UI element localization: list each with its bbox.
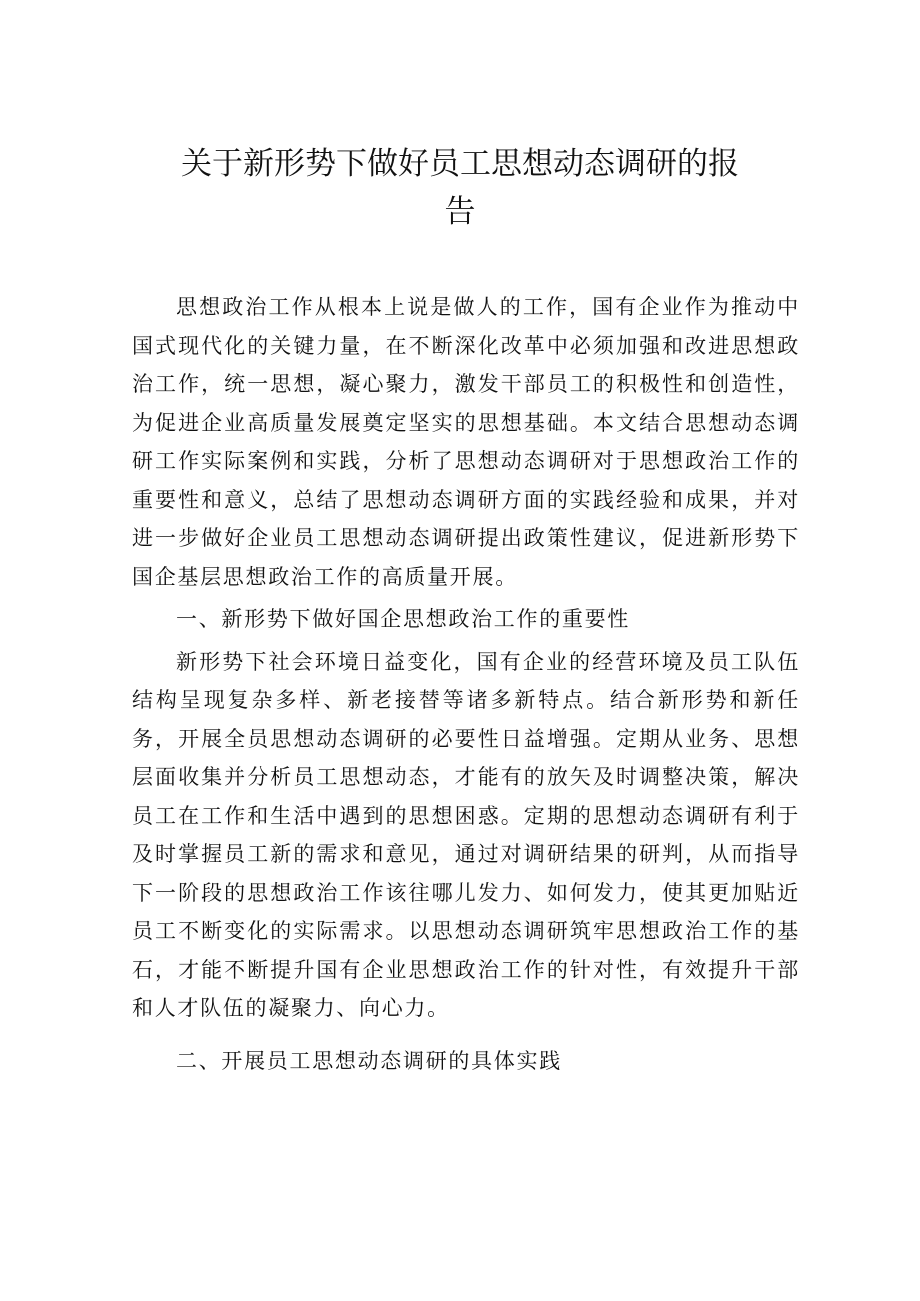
document-body bbox=[132, 288, 800, 1080]
intro-paragraph: 思想政治工作从根本上说是做人的工作，国有企业作为推动中国式现代化的关键力量，在不断深化改革中必须加强和改进思想政治工作，统一思想，凝心聚力，激发干部员工的积极性和创造性，为促进企业高质量发展奠定坚实的思想基础。本文结合思想动态调研工作实际案例和实践，分析了思想动态调研对于思想政治工作的重要性和意义，总结了思想动态调研方面的实践经验和成果，并对进一步做好企业员工思想动态调研提出政策性建议，促进新形势下国企基层思想政治工作的高质量开展。 bbox=[132, 295, 800, 589]
title-line-2: 告 bbox=[444, 194, 476, 230]
title-line-1: 关于新形势下做好员工思想动态调研的报 bbox=[181, 146, 739, 182]
document-title bbox=[130, 140, 790, 236]
section-1-heading: 一、新形势下做好国企思想政治工作的重要性 bbox=[176, 607, 630, 631]
section-1-paragraph: 新形势下社会环境日益变化，国有企业的经营环境及员工队伍结构呈现复杂多样、新老接替等诸多新特点。结合新形势和新任务，开展全员思想动态调研的必要性日益增强。定期从业务、思想层面收集并分析员工思想动态，才能有的放矢及时调整决策，解决员工在工作和生活中遇到的思想困惑。定期的思想动态调研有利于及时掌握员工新的需求和意见，通过对调研结果的研判，从而指导下一阶段的思想政治工作该往哪儿发力、如何发力，使其更加贴近员工不断变化的实际需求。以思想动态调研筑牢思想政治工作的基石，才能不断提升国有企业思想政治工作的针对性，有效提升干部和人才队伍的凝聚力、向心力。 bbox=[132, 649, 800, 1020]
section-2-heading: 二、开展员工思想动态调研的具体实践 bbox=[176, 1048, 562, 1073]
